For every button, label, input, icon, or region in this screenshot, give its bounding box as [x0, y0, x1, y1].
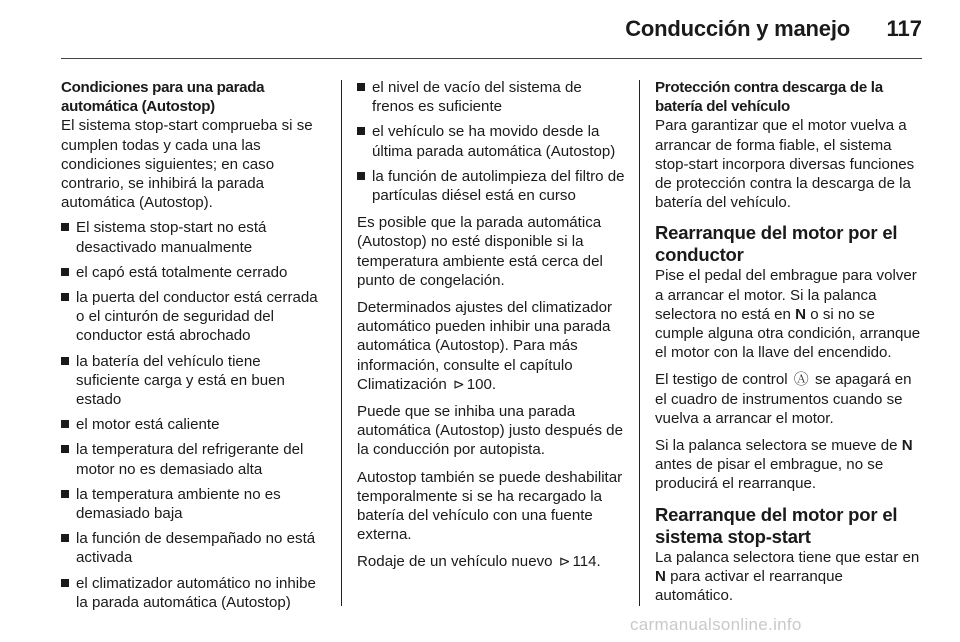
list-item: el capó está totalmente cerrado — [61, 263, 326, 282]
bullet-square-icon — [61, 579, 69, 587]
conditions-list-continued — [357, 78, 625, 205]
paragraph-battery-protection: Para garantizar que el motor vuelva a arrancar de forma fiable, el sistema stop-start incorpora diversas funciones de protección contra la descarga de la batería del vehículo. — [655, 117, 915, 212]
paragraph-auto-restart: La palanca selectora tiene que estar en N para activar el rearranque automático. — [655, 548, 920, 605]
page-number: 117 — [886, 16, 922, 41]
list-item: la puerta del conductor está cerrada o el cinturón de seguridad del conductor está abrochado — [61, 288, 326, 346]
section-heading-system-restart: Rearranque del motor por el sistema stop-start — [655, 503, 898, 547]
section-heading-driver-restart: Rearranque del motor por el conductor — [655, 222, 898, 266]
header-title: Conducción y manejo — [625, 16, 850, 41]
column-divider-2 — [639, 80, 640, 606]
bullet-square-icon — [357, 172, 365, 180]
bullet-square-icon — [61, 268, 69, 276]
list-item: el vehículo se ha movido desde la última parada automática (Autostop) — [357, 122, 625, 160]
paragraph-break-in: Rodaje de un vehículo nuevo ⊳ 114. — [357, 553, 601, 571]
section-heading-autostop-conditions: Condiciones para una parada automática (Autostop) — [61, 79, 265, 116]
paragraph-highway: Puede que se inhiba una parada automática (Autostop) justo después de la conducción por autopista. — [357, 403, 623, 459]
list-item: el nivel de vacío del sistema de frenos es suficiente — [357, 78, 625, 116]
paragraph-clutch-restart: Pise el pedal del embrague para volver a arrancar el motor. Si la palanca selectora no está en N o si no se cumple alguna otra condición, arranque el motor con la llave del encendido. — [655, 267, 921, 362]
cross-reference-icon: ⊳ — [452, 375, 465, 392]
bullet-square-icon — [61, 293, 69, 301]
list-item: la función de autolimpieza del filtro de partículas diésel está en curso — [357, 167, 625, 205]
list-item: el climatizador automático no inhibe la parada automática (Autostop) — [61, 574, 326, 612]
paragraph-control-lamp: El testigo de control Ⓐ se apagará en el cuadro de instrumentos cuando se vuelva a arrancar el motor. — [655, 371, 912, 427]
column-divider-1 — [341, 80, 342, 606]
bullet-square-icon — [61, 445, 69, 453]
header-rule — [61, 58, 922, 59]
list-item: el motor está caliente — [61, 415, 326, 434]
bullet-square-icon — [61, 223, 69, 231]
page-reference-link[interactable]: 114. — [572, 553, 601, 571]
section-heading-battery-protection: Protección contra descarga de la batería del vehículo — [655, 79, 883, 116]
bullet-square-icon — [61, 490, 69, 498]
bullet-square-icon — [61, 357, 69, 365]
paragraph-battery-recharge: Autostop también se puede deshabilitar temporalmente si se ha recargado la batería del vehículo con una fuente externa. — [357, 468, 623, 544]
column-1 — [61, 78, 326, 620]
list-item: la temperatura ambiente no es demasiado baja — [61, 485, 326, 523]
autostop-indicator-icon: Ⓐ — [793, 371, 809, 389]
bullet-square-icon — [61, 534, 69, 542]
bullet-square-icon — [357, 127, 365, 135]
list-item: El sistema stop-start no está desactivado manualmente — [61, 218, 326, 256]
page-header — [0, 0, 960, 58]
list-item: la temperatura del refrigerante del motor no es demasiado alta — [61, 440, 326, 478]
paragraph-climate: Determinados ajustes del climatizador automático pueden inhibir una parada automática (Autostop). Para más información, consulte el capítulo Climatización ⊳ 100. — [357, 299, 613, 393]
column-3 — [655, 78, 923, 613]
conditions-list — [61, 218, 326, 612]
list-item: la función de desempañado no está activada — [61, 529, 326, 567]
bullet-square-icon — [357, 83, 365, 91]
page-reference-link[interactable]: 100. — [466, 375, 497, 393]
paragraph-selector-moved: Si la palanca selectora se mueve de N antes de pisar el embrague, no se producirá el rearranque. — [655, 437, 913, 493]
bullet-square-icon — [61, 420, 69, 428]
list-item: la batería del vehículo tiene suficiente carga y está en buen estado — [61, 352, 326, 410]
paragraph-freezing: Es posible que la parada automática (Autostop) no esté disponible si la temperatura ambiente está cerca del punto de congelación. — [357, 214, 603, 289]
cross-reference-icon: ⊳ — [558, 553, 571, 570]
column-2 — [357, 78, 625, 580]
watermark: carmanualsonline.info — [630, 615, 802, 634]
paragraph-intro: El sistema stop-start comprueba si se cumplen todas y cada una las condiciones siguientes; en caso contrario, se inhibirá la parada automática (Autostop). — [61, 117, 313, 212]
